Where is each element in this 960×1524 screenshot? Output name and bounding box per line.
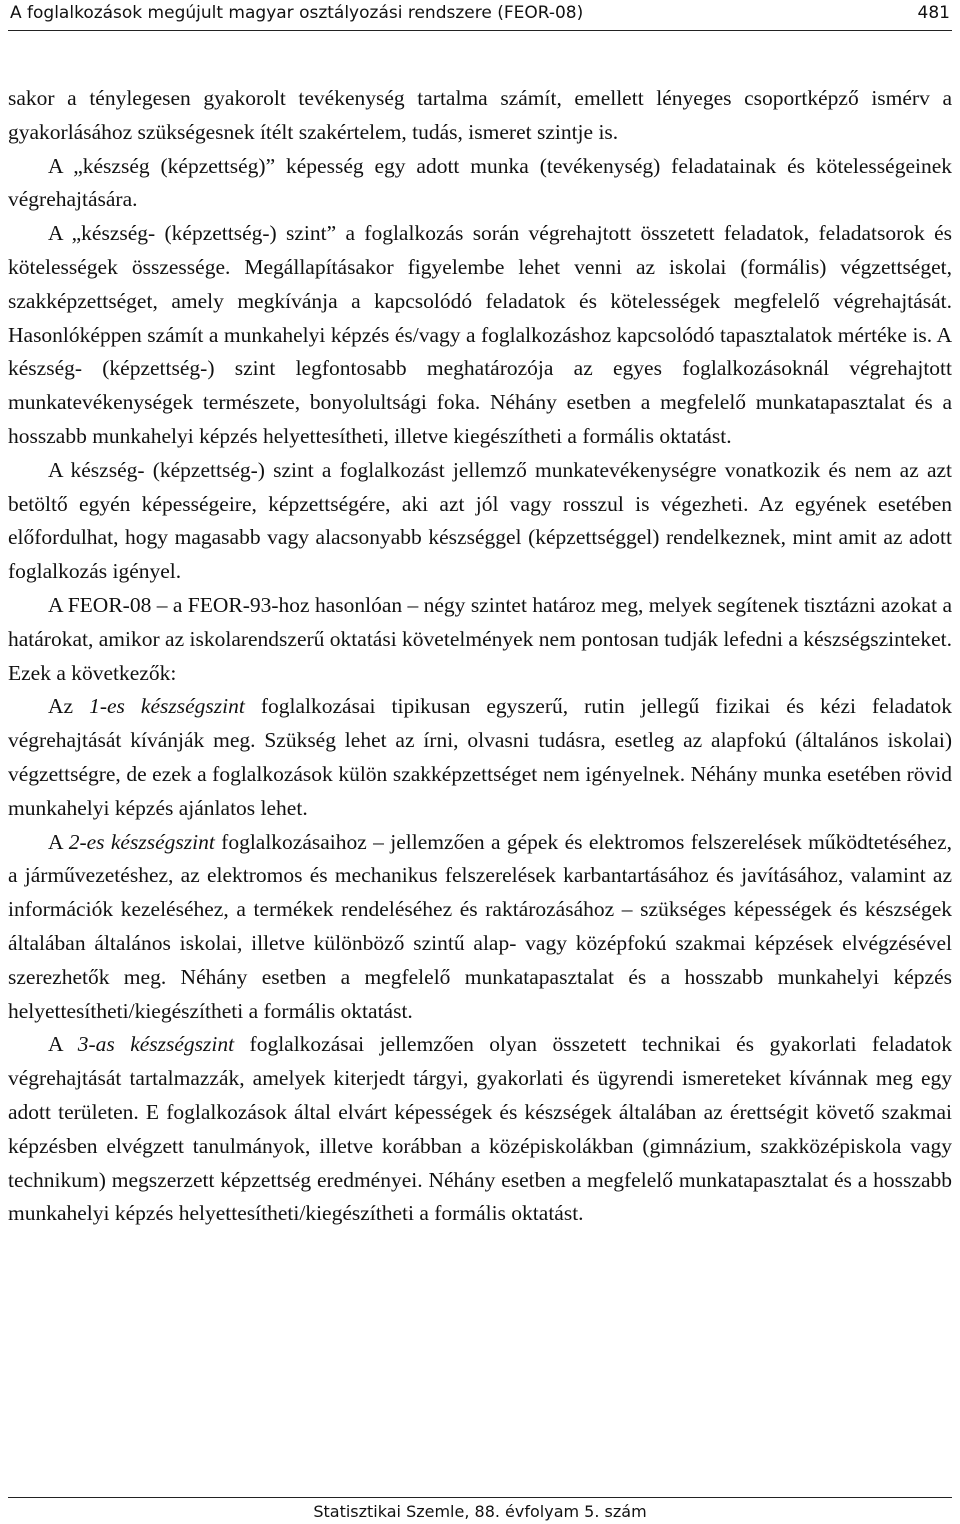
text-run: A — [48, 829, 69, 854]
journal-footer: Statisztikai Szemle, 88. évfolyam 5. szám — [313, 1502, 647, 1521]
paragraph — [8, 1028, 952, 1231]
text-run: sakor a ténylegesen gyakorolt tevékenység tartalma számít, emellett lényeges csoportképző ismérv a gyakorlásához szükségesnek ítélt szakértelem, tudás, ismeret szintje is. — [8, 86, 952, 144]
italic-term: 1-es készségszint — [89, 694, 245, 719]
text-run: A „készség- (képzettség-) szint” a foglalkozás során végrehajtott összetett feladatok, feladatsorok és kötelességek összessége. Megállapításakor figyelembe lehet venni az iskolai (formális) végzettséget, szakképzettséget, amely megkívánja a kapcsolódó feladatok és kötelességek megfelelő végrehajtását. Hasonlóképpen számít a munkahelyi képzés és/vagy a foglalkozáshoz kapcsolódó tapasztalatok mértéke is. A készség- (képzettség-) szint legfontosabb meghatározója az egyes foglalkozásoknál végrehajtott munkatevékenységek természete, bonyolultsági foka. Néhány esetben a megfelelő munkatapasztalat és a hosszabb munkahelyi képzés helyettesítheti, illetve kiegészítheti a formális oktatást. — [8, 221, 952, 448]
text-run: A — [48, 1032, 78, 1057]
text-run: A „készség (képzettség)” képesség egy adott munka (tevékenység) feladatainak és kötelességeinek végrehajtására. — [8, 153, 952, 212]
paragraph — [8, 454, 952, 589]
text-run: A FEOR-08 – a FEOR-93-hoz hasonlóan – négy szintet határoz meg, melyek segítenek tisztázni azokat a határokat, amikor az iskolarendszerű oktatási követelmények nem pontosan tudják lefedni a készségszinteket. Ezek a következők: — [8, 592, 952, 685]
page-number: 481 — [917, 3, 950, 23]
text-run: foglalkozásai jellemzően olyan összetett technikai és gyakorlati feladatok végrehajtását tartalmazzák, amelyek kiterjedt tárgyi, gyakorlati és ügyrendi ismereteket kívánnak meg egy adott területen. E foglalkozások által elvárt képességek és készségek általában az érettségit követő szakmai képzésben elvégzett tanulmányok, illetve korábban a középiskolákban (gimnázium, szakközépiskola vagy technikum) megszerzett képzettség eredményei. Néhány esetben a megfelelő munkatapasztalat és a hosszabb munkahelyi képzés helyettesítheti/kiegészítheti a formális oktatást. — [8, 1032, 953, 1226]
article-body — [8, 82, 952, 1231]
text-run: foglalkozásaihoz – jellemzően a gépek és elektromos felszerelések működtetéséhez, a járművezetéshez, az elektromos és mechanikus felszerelések karbantartásához és javításához, valamint az információk kezeléséhez, a termékek rendeléséhez és raktározásához – szükséges képességek és készségek általában általános iskolai, illetve különböző szintű alap- vagy középfokú szakmai képzések elvégzésével szerezhetők meg. Néhány esetben a megfelelő munkatapasztalat és a hosszabb munkahelyi képzés helyettesítheti/kiegészítheti a formális oktatást. — [8, 829, 952, 1023]
text-run: A készség- (képzettség-) szint a foglalkozást jellemző munkatevékenységre vonatkozik és nem az azt betöltő egyén képességeire, képzettségére, aki azt jól vagy rosszul is végezheti. Az egyének esetében előfordulhat, hogy magasabb vagy alacsonyabb készséggel (képzettséggel) rendelkeznek, mint amit az adott foglalkozás igényel. — [8, 457, 952, 584]
paragraph — [8, 690, 952, 825]
running-title: A foglalkozások megújult magyar osztályozási rendszere (FEOR-08) — [10, 3, 584, 23]
paragraph — [8, 82, 952, 150]
italic-term: 2-es készségszint — [68, 829, 215, 854]
running-header — [10, 0, 950, 28]
paragraph — [8, 589, 952, 690]
paragraph — [8, 217, 952, 454]
text-run: Az — [48, 694, 90, 719]
paragraph — [8, 826, 952, 1029]
footer-rule — [8, 1497, 952, 1498]
text-run: foglalkozásai tipikusan egyszerű, rutin jellegű fizikai és kézi feladatok végrehajtását kívánják meg. Szükség lehet az írni, olvasni tudásra, esetleg az alapfokú (általános iskolai) végzettségre, de ezek a foglalkozások külön szakképzettséget nem igényelnek. Néhány munka esetében rövid munkahelyi képzés ajánlatos lehet. — [8, 694, 952, 820]
italic-term: 3-as készségszint — [77, 1032, 235, 1057]
header-rule — [8, 30, 952, 31]
paragraph — [8, 150, 952, 218]
